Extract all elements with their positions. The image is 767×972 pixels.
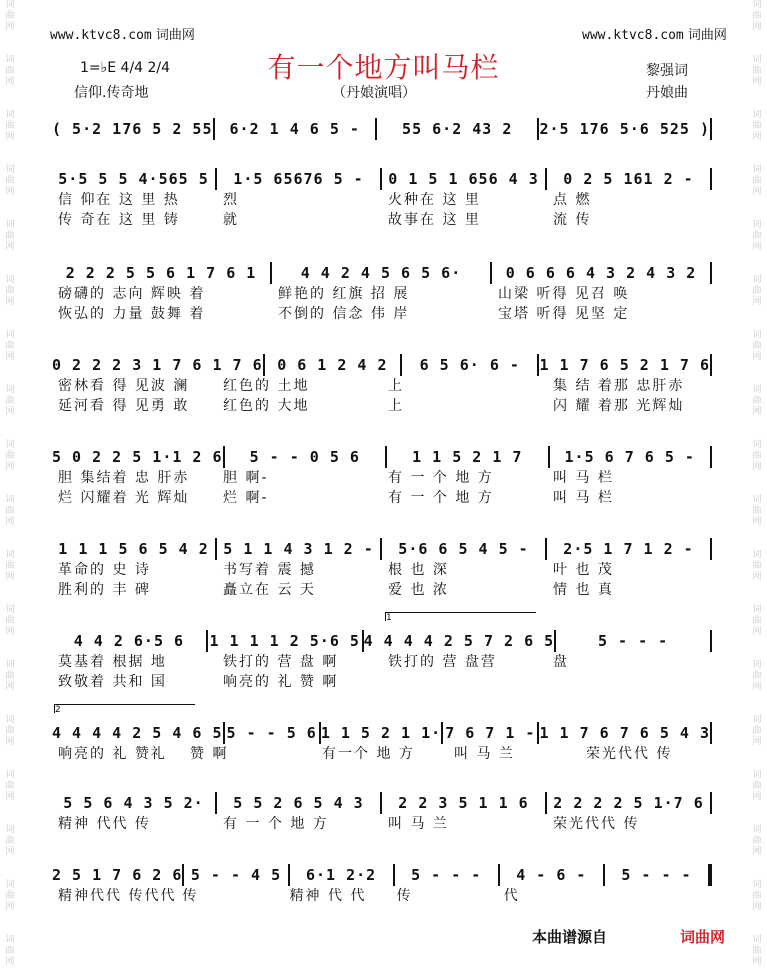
- lyric-segment: 闪 耀 着那 光辉灿: [553, 398, 685, 414]
- barline: [710, 118, 712, 140]
- score-row: [52, 118, 712, 140]
- lyric-segment: 叫 马 栏: [553, 490, 614, 506]
- measure: 1 1 7 6 5 2 1 7 6: [539, 356, 710, 374]
- lyric-segment: 荣光代代 传: [586, 746, 673, 762]
- score-row: [52, 538, 712, 600]
- measure: 0 1 5 1 656 4 3: [388, 170, 539, 188]
- measure: 5 5 6 4 3 5 2·: [63, 794, 204, 812]
- site-url-right: www.ktvc8.com: [582, 28, 684, 43]
- lyric-verse-2: [52, 210, 712, 230]
- watermark-text: 词曲网: [5, 275, 15, 307]
- lyric-segment: 胆 啊-: [223, 470, 269, 486]
- watermark-text: 词曲网: [752, 55, 762, 87]
- measure: 4 4 4 4 2 5 4 6 5: [52, 724, 223, 742]
- measure: 6·2 1 4 6 5 -: [229, 120, 360, 138]
- score-row: [52, 864, 712, 906]
- measure: 5 1 1 4 3 1 2 -: [223, 540, 374, 558]
- lyric-segment: 赞 啊: [190, 746, 229, 762]
- lyric-segment: 书写着 震 撼: [223, 562, 316, 578]
- measure: 0 6 6 6 4 3 2 4 3 2: [505, 264, 697, 282]
- measure: 5 - - -: [597, 632, 669, 650]
- watermark-text: 词曲网: [752, 385, 762, 417]
- watermark-text: 词曲网: [752, 550, 762, 582]
- volta-1-bracket: 1: [385, 612, 536, 621]
- score-row: [52, 446, 712, 508]
- score-row: [52, 168, 712, 230]
- lyric-segment: 有一个 地 方: [322, 746, 415, 762]
- measure: 1 1 1 5 6 5 4 2: [58, 540, 209, 558]
- watermark-text: 词曲网: [752, 660, 762, 692]
- measure: 5·6 6 5 4 5 -: [398, 540, 529, 558]
- site-link-right[interactable]: [582, 24, 727, 43]
- lyric-verse-1: [52, 284, 712, 304]
- notation-line: [52, 630, 712, 652]
- lyric-segment: 红色的 大地: [223, 398, 310, 414]
- notation-line: [52, 354, 712, 376]
- lyric-segment: [382, 672, 547, 692]
- watermark-text: 词曲网: [752, 0, 762, 32]
- watermark-text: 词曲网: [752, 825, 762, 857]
- lyric-segment: 莫基着 根据 地: [58, 654, 167, 670]
- watermark-text: 词曲网: [5, 55, 15, 87]
- watermark-text: 词曲网: [752, 275, 762, 307]
- watermark-text: 词曲网: [5, 550, 15, 582]
- watermark-text: 词曲网: [752, 110, 762, 142]
- lyric-segment: 有 一 个 地 方: [388, 470, 494, 486]
- measure: 5 - - -: [411, 866, 482, 884]
- notation-line: [52, 262, 712, 284]
- watermark-text: 词曲网: [752, 220, 762, 252]
- lyric-verse-1: [52, 376, 712, 396]
- lyric-segment: 传 奇在 这 里 铸: [58, 212, 180, 228]
- lyric-segment: 烂 闪耀着 光 辉灿: [58, 490, 190, 506]
- score-row: [52, 792, 712, 834]
- lyric-segment: 精神代代 传代代: [58, 888, 177, 904]
- lyric-verse-2: [52, 396, 712, 416]
- site-url-left: www.ktvc8.com: [50, 28, 152, 43]
- volta-2-bracket: 2: [54, 704, 195, 713]
- barline: [710, 446, 712, 468]
- notation-line: [52, 118, 712, 140]
- watermark-text: 词曲网: [752, 330, 762, 362]
- watermark-text: 词曲网: [5, 715, 15, 747]
- lyric-segment: 根 也 深: [388, 562, 449, 578]
- lyric-segment: 叫 马 兰: [388, 816, 449, 832]
- site-name-right: 词曲网: [687, 28, 727, 43]
- measure: 2 2 2 2 5 1·7 6: [553, 794, 704, 812]
- lyric-segment: 密林看 得 见波 澜: [58, 378, 190, 394]
- notation-line: [52, 538, 712, 560]
- measure: 7 6 7 1 -: [445, 724, 536, 742]
- measure: 1 1 7 6 7 6 5 4 3: [539, 724, 710, 742]
- measure: 5 - - -: [621, 866, 692, 884]
- measure: 5·5 5 5 4·565 5: [58, 170, 209, 188]
- watermark-text: 词曲网: [5, 220, 15, 252]
- score-row: [52, 354, 712, 416]
- lyric-segment: 有 一 个 地 方: [223, 816, 329, 832]
- lyric-segment: 荣光代代 传: [553, 816, 640, 832]
- watermark-text: 词曲网: [5, 935, 15, 967]
- lyric-verse-1: [52, 744, 712, 764]
- watermark-text: 词曲网: [5, 770, 15, 802]
- barline: [710, 792, 712, 814]
- site-name-left: 词曲网: [155, 28, 195, 43]
- lyric-verse-1: [52, 468, 712, 488]
- measure: 1·5 6 7 6 5 -: [564, 448, 695, 466]
- lyric-segment: 山梁 听得 见召 唤: [498, 286, 630, 302]
- lyric-segment: 烂 啊-: [223, 490, 269, 506]
- lyric-segment: 爱 也 浓: [388, 582, 449, 598]
- measure: 6·1 2·2: [305, 866, 377, 884]
- watermark-right: [749, 0, 765, 972]
- site-link-left[interactable]: [50, 24, 195, 43]
- watermark-text: 词曲网: [5, 825, 15, 857]
- lyric-segment: 致敬着 共和 国: [58, 674, 167, 690]
- lyric-verse-1: [52, 560, 712, 580]
- lyric-verse-2: [52, 304, 712, 324]
- lyric-segment: 集 结 着那 忠肝赤: [553, 378, 685, 394]
- lyric-verse-2: [52, 672, 712, 692]
- lyric-segment: 磅礴的 志向 辉映 着: [58, 286, 206, 302]
- time-signature: 4/4 2/4: [120, 60, 171, 76]
- lyric-segment: 红色的 土地: [223, 378, 310, 394]
- barline: [710, 722, 712, 744]
- measure: 0 6 1 2 4 2: [277, 356, 388, 374]
- lyric-verse-2: [52, 580, 712, 600]
- lyric-segment: 传: [182, 888, 199, 904]
- lyric-verse-1: [52, 190, 712, 210]
- watermark-text: 词曲网: [5, 385, 15, 417]
- watermark-text: 词曲网: [5, 605, 15, 637]
- measure: 4 4 2 4 5 6 5 6·: [300, 264, 462, 282]
- score-row: [52, 630, 712, 692]
- lyric-segment: 有 一 个 地 方: [388, 490, 494, 506]
- measure: 5 - - 5 6: [226, 724, 317, 742]
- lyric-segment: 精神 代代 传: [58, 816, 151, 832]
- measure: 1 1 5 2 1 7: [412, 448, 523, 466]
- lyric-segment: 不倒的 信念 伟 岸: [278, 306, 410, 322]
- lyric-segment: 叫 马 栏: [553, 470, 614, 486]
- measure: 5 - - 0 5 6: [249, 448, 360, 466]
- performer: （丹娘演唱）: [332, 85, 416, 101]
- lyric-segment: 革命的 史 诗: [58, 562, 151, 578]
- score-row: [52, 262, 712, 324]
- measure: 2 2 2 5 5 6 1 7 6 1: [65, 264, 257, 282]
- lyric-segment: [547, 672, 712, 692]
- lyric-segment: 宝塔 听得 见坚 定: [498, 306, 630, 322]
- measure: 2 2 3 5 1 1 6: [398, 794, 529, 812]
- watermark-text: 词曲网: [752, 880, 762, 912]
- lyric-segment: 传: [396, 888, 413, 904]
- watermark-text: 词曲网: [752, 495, 762, 527]
- measure: 6 5 6· 6 -: [419, 356, 520, 374]
- lyric-segment: 响亮的 礼 赞 啊: [223, 674, 339, 690]
- watermark-text: 词曲网: [752, 715, 762, 747]
- lyric-segment: 胆 集结着 忠 肝赤: [58, 470, 190, 486]
- key-signature: 1=♭E 4/4 2/4: [80, 60, 171, 76]
- lyric-verse-1: [52, 886, 712, 906]
- lyric-segment: 矗立在 云 天: [223, 582, 316, 598]
- lyricist: 黎强词: [646, 63, 688, 79]
- lyric-segment: 铁打的 营 盘 啊: [223, 654, 339, 670]
- song-subtitle: 信仰.传奇地: [74, 85, 149, 101]
- watermark-text: 词曲网: [5, 165, 15, 197]
- lyric-segment: [605, 886, 712, 906]
- notation-line: [52, 168, 712, 190]
- notation-line: [52, 864, 712, 886]
- measure: 1 1 5 2 1 1·: [320, 724, 442, 742]
- lyric-segment: 流 传: [553, 212, 592, 228]
- measure: 1 1 1 1 2 5·6 5: [209, 632, 360, 650]
- watermark-text: 词曲网: [5, 880, 15, 912]
- watermark-text: 词曲网: [752, 605, 762, 637]
- notation-line: [52, 446, 712, 468]
- lyric-segment: 胜利的 丰 碑: [58, 582, 151, 598]
- lyric-segment: 故事在 这 里: [388, 212, 481, 228]
- lyric-segment: 上: [388, 398, 404, 414]
- lyric-segment: 叶 也 茂: [553, 562, 614, 578]
- footer-logo[interactable]: 词曲网: [680, 928, 726, 946]
- notation-line: [52, 792, 712, 814]
- lyric-segment: 盘: [553, 654, 569, 670]
- lyric-segment: 情 也 真: [553, 582, 614, 598]
- measure: 4 4 2 6·5 6: [73, 632, 185, 650]
- barline: [710, 630, 712, 652]
- song-title: 有一个地方叫马栏: [267, 51, 500, 84]
- measure: 4 4 4 4 2 5 7 2 6 5: [363, 632, 555, 650]
- watermark-left: [2, 0, 18, 972]
- lyric-segment: 上: [388, 378, 404, 394]
- watermark-text: 词曲网: [752, 770, 762, 802]
- watermark-text: 词曲网: [5, 660, 15, 692]
- lyric-segment: 代: [503, 888, 520, 904]
- measure: 2·5 176 5·6 525 ): [539, 120, 710, 138]
- composer: 丹娘曲: [646, 85, 688, 101]
- lyric-verse-2: [52, 488, 712, 508]
- measure: 5 - - 4 5: [190, 866, 282, 884]
- measure: 1·5 65676 5 -: [233, 170, 364, 188]
- notation-line: [52, 722, 712, 744]
- measure: 5 5 2 6 5 4 3: [233, 794, 364, 812]
- lyric-segment: 延河看 得 见勇 敢: [58, 398, 190, 414]
- barline: [710, 168, 712, 190]
- watermark-text: 词曲网: [5, 0, 15, 32]
- measure: 2·5 1 7 1 2 -: [563, 540, 694, 558]
- lyric-segment: 恢弘的 力量 鼓舞 着: [58, 306, 206, 322]
- lyric-segment: 铁打的 营 盘营: [388, 654, 497, 670]
- lyric-segment: 点 燃: [553, 192, 592, 208]
- measure: 0 2 2 2 3 1 7 6 1 7 6: [52, 356, 263, 374]
- lyric-verse-1: [52, 652, 712, 672]
- source-label: 本曲谱源自: [532, 928, 608, 946]
- lyric-segment: 信 仰在 这 里 热: [58, 192, 180, 208]
- lyric-segment: 响亮的 礼 赞礼: [58, 746, 167, 762]
- measure: ( 5·2 176 5 2 55: [52, 120, 213, 138]
- watermark-text: 词曲网: [752, 935, 762, 967]
- watermark-text: 词曲网: [5, 495, 15, 527]
- lyric-verse-1: [52, 814, 712, 834]
- barline: [708, 864, 712, 886]
- watermark-text: 词曲网: [5, 440, 15, 472]
- measure: 2 5 1 7 6 2 6: [52, 866, 183, 884]
- lyric-segment: 就: [223, 212, 239, 228]
- watermark-text: 词曲网: [5, 330, 15, 362]
- watermark-text: 词曲网: [752, 440, 762, 472]
- lyric-segment: 烈: [223, 192, 239, 208]
- score-row: [52, 722, 712, 764]
- barline: [710, 354, 712, 376]
- lyric-segment: 精神 代 代: [289, 888, 367, 904]
- barline: [710, 538, 712, 560]
- measure: 0 2 5 161 2 -: [563, 170, 694, 188]
- watermark-text: 词曲网: [5, 110, 15, 142]
- barline: [710, 262, 712, 284]
- watermark-text: 词曲网: [752, 165, 762, 197]
- measure: 55 6·2 43 2: [402, 120, 513, 138]
- measure: 5 0 2 2 5 1·1 2 6: [52, 448, 223, 466]
- lyric-segment: 鲜艳的 红旗 招 展: [278, 286, 410, 302]
- lyric-segment: 叫 马 兰: [454, 746, 515, 762]
- measure: 4 - 6 -: [516, 866, 587, 884]
- lyric-segment: 火种在 这 里: [388, 192, 481, 208]
